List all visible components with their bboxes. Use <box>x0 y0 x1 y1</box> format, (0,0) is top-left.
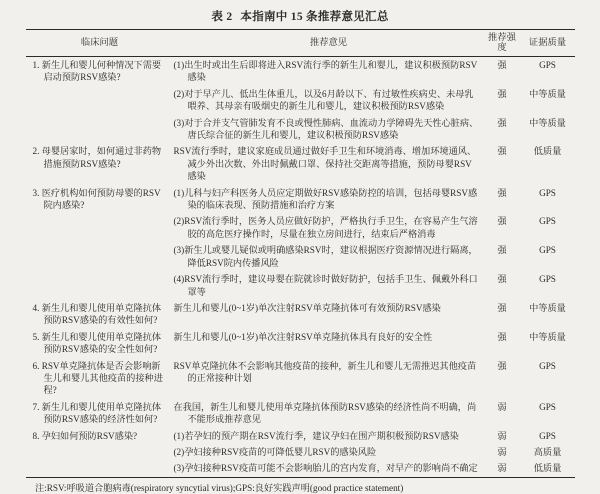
col-header-recommendation: 推荐意见 <box>309 38 348 48</box>
evidence-quality-value: GPS <box>539 216 556 227</box>
recommendation-cell <box>174 460 484 477</box>
clinical-question-text: 2. 母婴居家时，如何通过非药物措施预防RSV感染? <box>32 146 162 169</box>
table-row <box>26 300 575 329</box>
table-row <box>26 143 575 184</box>
recommendations-table <box>26 29 575 478</box>
recommendation-text: (4)RSV流行季时，建议母婴在院就诊时做好防护，包括手卫生、佩戴外科口罩等 <box>173 274 478 297</box>
clinical-question-text: 1. 新生儿和婴儿何种情况下需要启动预防RSV感染? <box>32 60 162 83</box>
evidence-quality-value: GPS <box>539 360 556 371</box>
strength-value: 弱 <box>497 463 507 474</box>
strength-value: 强 <box>497 360 507 371</box>
evidence-quality-value: 中等质量 <box>529 302 566 313</box>
evidence-quality-value: 中等质量 <box>529 117 566 128</box>
strength-value: 强 <box>497 331 507 342</box>
table-caption <box>0 0 600 24</box>
recommendation-cell <box>174 444 484 460</box>
table-header <box>26 30 575 57</box>
recommendation-cell <box>174 115 484 144</box>
clinical-question-text: 4. 新生儿和婴儿使用单克隆抗体预防RSV感染的有效性如何? <box>32 302 162 326</box>
recommendation-cell <box>174 428 484 444</box>
clinical-question-cell <box>26 300 174 329</box>
clinical-question-cell <box>26 358 174 399</box>
evidence-quality-value: GPS <box>539 187 556 198</box>
recommendation-text: (3)对于合并支气管肺发育不良或慢性肺病、血流动力学障碍先天性心脏病、唐氏综合征的新生儿和婴儿，建议积极预防RSV感染 <box>173 117 479 141</box>
recommendation-cell <box>174 86 484 115</box>
recommendation-cell <box>174 329 484 358</box>
evidence-quality-value: GPS <box>539 430 556 441</box>
recommendation-text: (1)出生时或出生后即将进入RSV流行季的新生儿和婴儿，建议积极预防RSV感染 <box>173 60 478 83</box>
clinical-question-cell <box>26 57 174 144</box>
table-row <box>26 185 575 214</box>
clinical-question-text: 5. 新生儿和婴儿使用单克隆抗体预防RSV感染的安全性如何? <box>32 331 162 355</box>
recommendation-text: 在我国，新生儿和婴儿使用单克隆抗体预防RSV感染的经济性尚不明确，尚不能形成推荐意见 <box>173 401 477 425</box>
recommendation-text: (3)孕妇接种RSV疫苗可能不会影响胎儿的宫内发育，对早产的影响尚不确定 <box>173 463 478 474</box>
recommendation-text: (1)若孕妇的预产期在RSV流行季，建议孕妇在围产期积极预防RSV感染 <box>173 430 459 441</box>
recommendation-text: 新生儿和婴儿(0~1岁)单次注射RSV单克隆抗体可有效预防RSV感染 <box>173 302 441 313</box>
strength-value: 强 <box>497 88 507 99</box>
table-caption-text: 本指南中 15 条推荐意见汇总 <box>240 11 389 23</box>
recommendation-text: (2)对于早产儿、低出生体重儿，以及6月龄以下、有过敏性疾病史、未母乳喂养、其母亲有吸烟史的新生儿和婴儿，建议积极预防RSV感染 <box>173 88 474 112</box>
table-caption-label: 表 2 <box>211 11 233 23</box>
clinical-question-text: 8. 孕妇如何预防RSV感染? <box>32 430 138 441</box>
evidence-quality-value: GPS <box>539 401 556 412</box>
recommendation-cell <box>174 185 484 214</box>
recommendation-text: (2)孕妇接种RSV疫苗的可降低婴儿RSV的感染风险 <box>173 446 377 457</box>
recommendation-text: (1)儿科与妇产科医务人员应定期做好RSV感染防控的培训，包括母婴RSV感染的临床表现、预防措施和治疗方案 <box>173 187 478 211</box>
strength-value: 强 <box>497 245 507 256</box>
strength-value: 强 <box>497 146 507 157</box>
table-row <box>26 329 575 358</box>
table-row <box>26 428 575 444</box>
recommendation-cell <box>174 271 484 300</box>
clinical-question-cell <box>26 143 174 184</box>
clinical-question-text: 3. 医疗机构如何预防母婴的RSV院内感染? <box>32 187 161 211</box>
clinical-question-cell <box>26 329 174 358</box>
recommendation-text: RSV单克隆抗体不会影响其他疫苗的接种，新生儿和婴儿无需推迟其他疫苗的正常接种计划 <box>173 360 477 383</box>
table-note: 注:RSV:呼吸道合胞病毒(respiratory syncytial virus);GPS:良好实践声明(good practice statement) <box>35 482 404 493</box>
clinical-question-text: 6. RSV单克隆抗体是否会影响新生儿和婴儿其他疫苗的接种进程? <box>32 360 163 396</box>
strength-value: 弱 <box>497 401 507 412</box>
col-header-clinical-question: 临床问题 <box>80 38 119 48</box>
recommendation-text: 新生儿和婴儿(0~1岁)单次注射RSV单克隆抗体具有良好的安全性 <box>173 331 433 342</box>
table-row <box>26 358 575 399</box>
evidence-quality-value: GPS <box>539 60 556 70</box>
recommendation-cell <box>174 57 484 86</box>
clinical-question-cell <box>26 399 174 428</box>
col-header-strength: 推荐强度 <box>488 33 516 53</box>
clinical-question-cell <box>26 185 174 300</box>
recommendation-cell <box>174 358 484 399</box>
evidence-quality-value: 低质量 <box>533 146 562 157</box>
recommendation-text: RSV流行季时，建议家庭成员通过做好手卫生和环境消毒、增加环境通风、减少外出次数、外出时佩戴口罩、保持社交距离等措施，预防母婴RSV感染 <box>173 146 477 182</box>
recommendation-text: (3)新生儿或婴儿疑似或明确感染RSV时，建议根据医疗资源情况进行隔离，降低RSV院内传播风险 <box>173 245 478 268</box>
table-row <box>26 399 575 428</box>
evidence-quality-value: 中等质量 <box>529 88 566 99</box>
strength-value: 强 <box>497 274 507 285</box>
evidence-quality-value: GPS <box>539 274 556 285</box>
strength-value: 强 <box>497 117 507 128</box>
recommendation-text: (2)RSV流行季时，医务人员应做好防护，严格执行手卫生，在容易产生气溶胶的高危医疗操作时，尽量在独立房间进行，结束后严格消毒 <box>173 216 478 239</box>
strength-value: 强 <box>497 216 507 227</box>
table-row <box>26 57 575 86</box>
recommendation-cell <box>174 213 484 242</box>
clinical-question-text: 7. 新生儿和婴儿使用单克隆抗体预防RSV感染的经济性如何? <box>32 401 162 425</box>
recommendation-cell <box>174 399 484 428</box>
clinical-question-cell <box>26 428 174 478</box>
strength-value: 弱 <box>497 430 507 441</box>
strength-value: 强 <box>497 60 507 70</box>
evidence-quality-value: 高质量 <box>533 446 562 457</box>
evidence-quality-value: 低质量 <box>533 463 562 474</box>
recommendation-cell <box>174 300 484 329</box>
strength-value: 强 <box>497 302 507 313</box>
strength-value: 强 <box>497 187 507 198</box>
recommendation-cell <box>174 242 484 271</box>
strength-value: 弱 <box>497 446 507 457</box>
table-body <box>26 57 575 478</box>
header-row <box>26 30 575 57</box>
evidence-quality-value: GPS <box>539 245 556 256</box>
col-header-evidence-quality: 证据质量 <box>528 38 567 48</box>
recommendation-cell <box>174 143 484 184</box>
evidence-quality-value: 中等质量 <box>529 331 566 342</box>
